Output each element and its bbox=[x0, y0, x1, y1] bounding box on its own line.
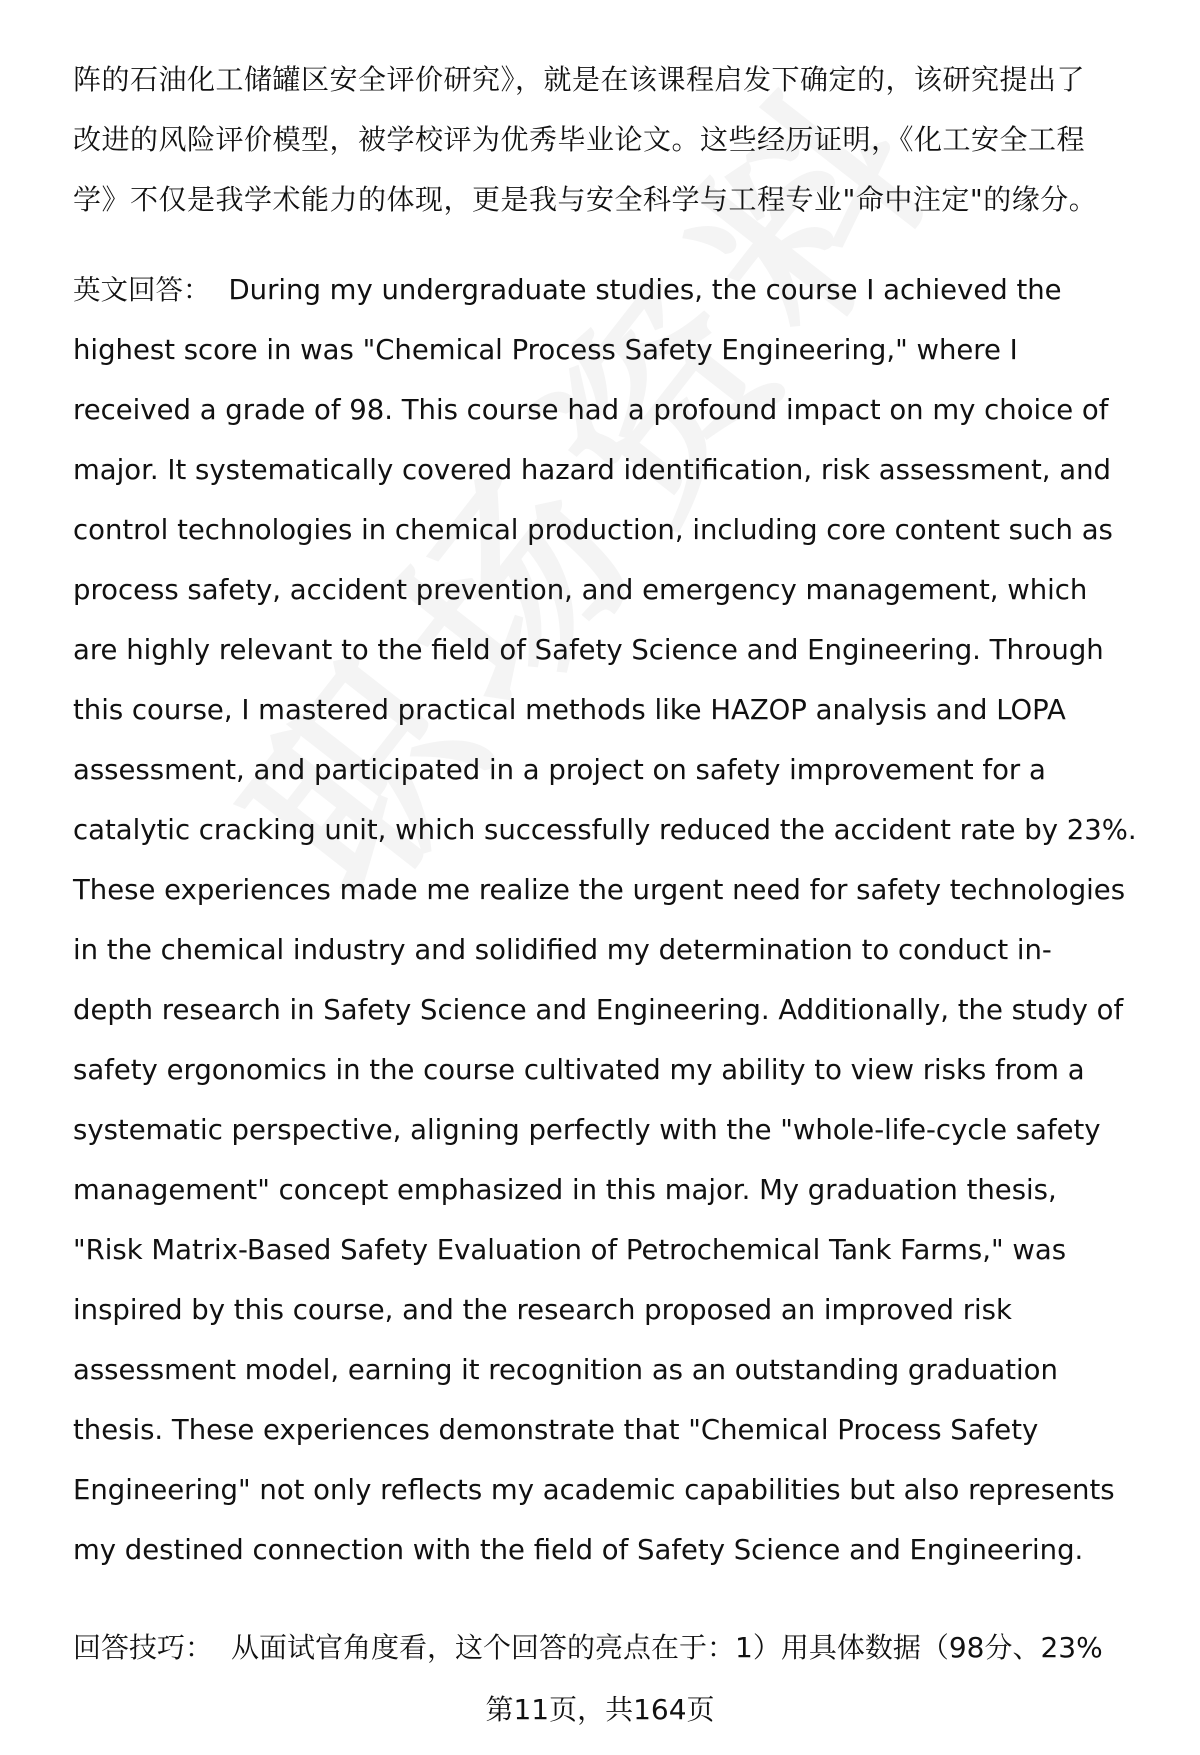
english-answer-line: assessment model, earning it recognition as an outstanding graduation bbox=[73, 1354, 1058, 1386]
answer-tips-label: 回答技巧： bbox=[73, 1631, 214, 1664]
english-answer-line: These experiences made me realize the urgent need for safety technologies bbox=[73, 874, 1126, 906]
english-answer-line: process safety, accident prevention, and emergency management, which bbox=[73, 574, 1088, 606]
english-answer-line: my destined connection with the field of Safety Science and Engineering. bbox=[73, 1534, 1084, 1566]
english-answer-line: are highly relevant to the field of Safety Science and Engineering. Through bbox=[73, 634, 1104, 666]
chinese-answer-line: 阵的石油化工储罐区安全评价研究》，就是在该课程启发下确定的，该研究提出了 bbox=[73, 63, 1086, 96]
english-answer-line: control technologies in chemical production, including core content such as bbox=[73, 514, 1113, 546]
english-answer-line: catalytic cracking unit, which successfully reduced the accident rate by 23%. bbox=[73, 814, 1137, 846]
english-answer-label: 英文回答： bbox=[73, 274, 211, 306]
english-answer-line: thesis. These experiences demonstrate that "Chemical Process Safety bbox=[73, 1414, 1039, 1446]
english-answer-line: systematic perspective, aligning perfectly with the "whole-life-cycle safety bbox=[73, 1114, 1101, 1146]
english-answer-line: "Risk Matrix-Based Safety Evaluation of Petrochemical Tank Farms," was bbox=[73, 1234, 1067, 1266]
english-answer-line bbox=[73, 260, 1153, 320]
english-answer-line: depth research in Safety Science and Engineering. Additionally, the study of bbox=[73, 994, 1124, 1026]
page-indicator: 第11页，共164页 bbox=[485, 1693, 715, 1726]
english-answer-line: safety ergonomics in the course cultivated my ability to view risks from a bbox=[73, 1054, 1085, 1086]
english-answer-line: in the chemical industry and solidified my determination to conduct in- bbox=[73, 934, 1052, 966]
english-answer-line: assessment, and participated in a project on safety improvement for a bbox=[73, 754, 1046, 786]
page-content bbox=[73, 50, 1153, 1678]
answer-tips-text: 从面试官角度看，这个回答的亮点在于：1）用具体数据（98分、23% bbox=[231, 1631, 1103, 1664]
english-answer-line: inspired by this course, and the research proposed an improved risk bbox=[73, 1294, 1012, 1326]
english-answer-line: management" concept emphasized in this major. My graduation thesis, bbox=[73, 1174, 1057, 1206]
chinese-answer-paragraph bbox=[73, 50, 1153, 230]
english-answer-text: During my undergraduate studies, the course I achieved the bbox=[228, 274, 1062, 306]
english-answer-line: this course, I mastered practical methods like HAZOP analysis and LOPA bbox=[73, 694, 1066, 726]
answer-tips-paragraph bbox=[73, 1618, 1153, 1678]
english-answer-line: Engineering" not only reflects my academic capabilities but also represents bbox=[73, 1474, 1115, 1506]
chinese-answer-line: 学》不仅是我学术能力的体现，更是我与安全科学与工程专业"命中注定"的缘分。 bbox=[73, 183, 1098, 216]
chinese-answer-line: 改进的风险评价模型，被学校评为优秀毕业论文。这些经历证明，《化工安全工程 bbox=[73, 123, 1086, 156]
english-answer-paragraph bbox=[73, 260, 1153, 1580]
english-answer-line: highest score in was "Chemical Process Safety Engineering," where I bbox=[73, 334, 1018, 366]
english-answer-line: major. It systematically covered hazard identification, risk assessment, and bbox=[73, 454, 1111, 486]
english-answer-line: received a grade of 98. This course had a profound impact on my choice of bbox=[73, 394, 1109, 426]
